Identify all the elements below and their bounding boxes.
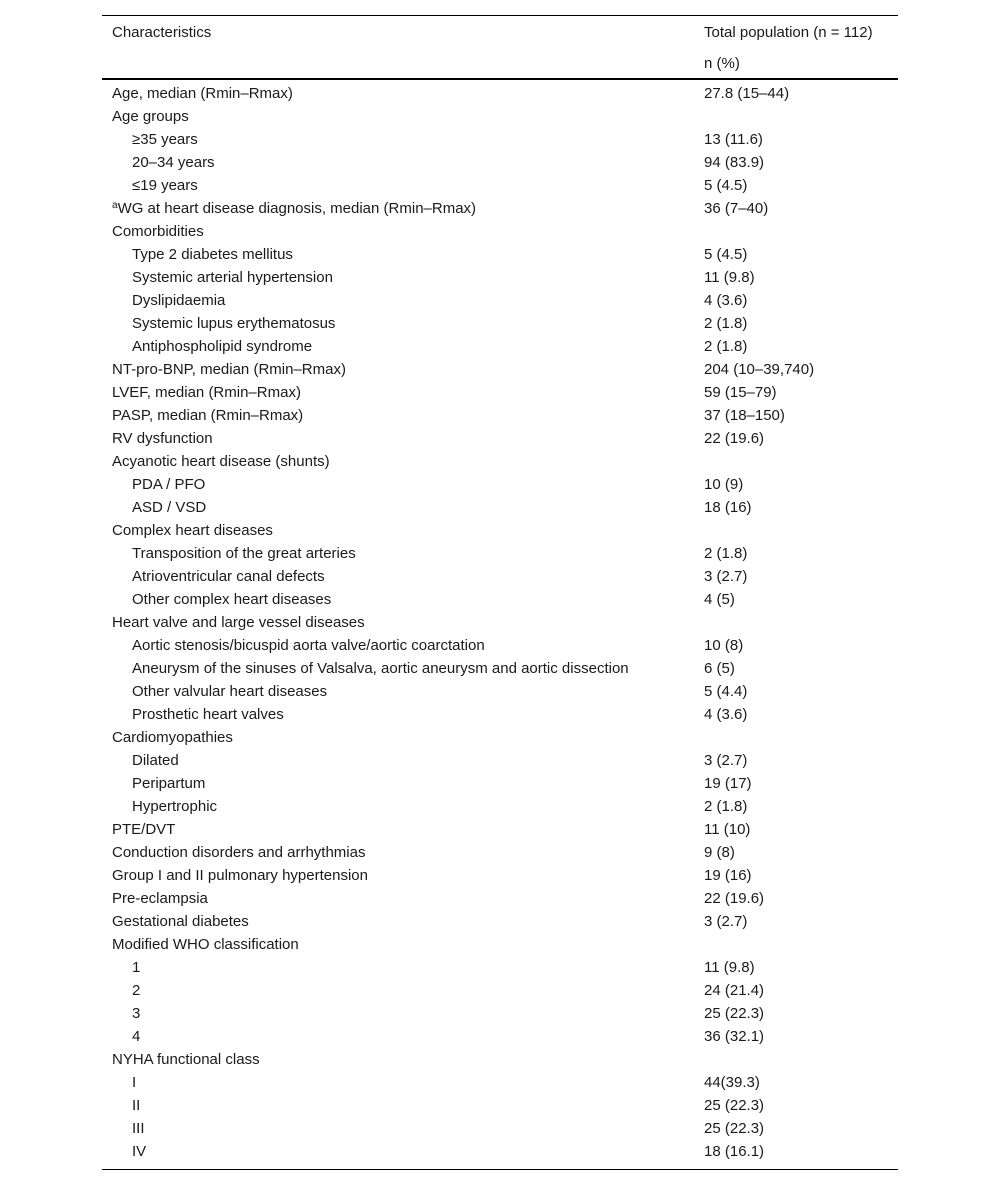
table-row [102, 335, 898, 358]
row-value: 44(39.3) [704, 1074, 760, 1091]
row-value: 9 (8) [704, 844, 735, 861]
table-row [102, 519, 898, 542]
row-value: 36 (32.1) [704, 1028, 765, 1045]
table-row [102, 910, 898, 933]
table-row [102, 151, 898, 174]
table-row [102, 243, 898, 266]
row-label: 2 [132, 982, 141, 999]
row-value: 10 (9) [704, 476, 744, 493]
table-row [102, 979, 898, 1002]
row-label: Prosthetic heart valves [132, 706, 284, 723]
table-row [102, 312, 898, 335]
row-label: Atrioventricular canal defects [132, 568, 325, 585]
table-row [102, 1048, 898, 1071]
row-value: 25 (22.3) [704, 1097, 765, 1114]
row-label: Age groups [112, 108, 189, 125]
row-value: 11 (9.8) [704, 959, 755, 976]
row-label: RV dysfunction [112, 430, 213, 447]
row-value: 11 (10) [704, 821, 751, 838]
row-label: Systemic lupus erythematosus [132, 315, 336, 332]
row-label: Transposition of the great arteries [132, 545, 356, 562]
table-row [102, 289, 898, 312]
row-value: 24 (21.4) [704, 982, 765, 999]
row-value: 22 (19.6) [704, 430, 765, 447]
table-row [102, 749, 898, 772]
row-label: Antiphospholipid syndrome [132, 338, 313, 355]
row-value: 19 (16) [704, 867, 752, 884]
table-row [102, 381, 898, 404]
row-label: Age, median (Rmin–Rmax) [112, 85, 293, 102]
row-label: Dilated [132, 752, 179, 769]
table-row [102, 726, 898, 749]
row-value: 13 (11.6) [704, 131, 763, 148]
row-label: Comorbidities [112, 223, 204, 240]
table-row [102, 542, 898, 565]
row-value: 4 (3.6) [704, 706, 748, 723]
row-label [112, 197, 476, 220]
table-row [102, 657, 898, 680]
row-label: PTE/DVT [112, 821, 176, 838]
table-row [102, 795, 898, 818]
table-row [102, 128, 898, 151]
table-row [102, 588, 898, 611]
row-label: ≥35 years [132, 131, 198, 148]
table-row [102, 1094, 898, 1117]
table-row [102, 450, 898, 473]
table-row [102, 1117, 898, 1140]
row-label-text: WG at heart disease diagnosis, median (Rmin–Rmax) [117, 200, 477, 217]
header-unit: n (%) [704, 55, 740, 72]
table-row [102, 818, 898, 841]
row-value: 3 (2.7) [704, 752, 748, 769]
row-label: NT-pro-BNP, median (Rmin–Rmax) [112, 361, 346, 378]
row-label: Conduction disorders and arrhythmias [112, 844, 366, 861]
row-value: 5 (4.4) [704, 683, 748, 700]
row-label: NYHA functional class [112, 1051, 260, 1068]
row-value: 22 (19.6) [704, 890, 765, 907]
row-label: 1 [132, 959, 141, 976]
table-row [102, 1025, 898, 1048]
table-row [102, 266, 898, 289]
table-row [102, 1140, 898, 1163]
row-value: 3 (2.7) [704, 568, 748, 585]
table-row [102, 1071, 898, 1094]
row-label: PDA / PFO [132, 476, 206, 493]
table-row [102, 841, 898, 864]
header-characteristics: Characteristics [112, 24, 212, 41]
table-row [102, 703, 898, 726]
footnote-marker: a [112, 200, 118, 211]
row-value: 2 (1.8) [704, 798, 748, 815]
row-value: 25 (22.3) [704, 1005, 765, 1022]
row-label: Hypertrophic [132, 798, 218, 815]
row-label: LVEF, median (Rmin–Rmax) [112, 384, 301, 401]
row-label: Modified WHO classification [112, 936, 299, 953]
row-value: 10 (8) [704, 637, 744, 654]
row-label: PASP, median (Rmin–Rmax) [112, 407, 304, 424]
row-label: Heart valve and large vessel diseases [112, 614, 365, 631]
row-value: 36 (7–40) [704, 200, 769, 217]
row-value: 3 (2.7) [704, 913, 748, 930]
row-value: 2 (1.8) [704, 315, 748, 332]
table-row [102, 565, 898, 588]
row-value: 4 (5) [704, 591, 735, 608]
row-value: 19 (17) [704, 775, 752, 792]
row-value: 94 (83.9) [704, 154, 765, 171]
table-row [102, 496, 898, 519]
table-row [102, 864, 898, 887]
row-value: 4 (3.6) [704, 292, 748, 309]
table-row [102, 358, 898, 381]
row-label: Cardiomyopathies [112, 729, 233, 746]
row-label: Type 2 diabetes mellitus [132, 246, 293, 263]
row-value: 11 (9.8) [704, 269, 755, 286]
row-value: 5 (4.5) [704, 177, 748, 194]
characteristics-table [102, 15, 898, 1170]
row-value: 25 (22.3) [704, 1120, 765, 1137]
row-value: 18 (16) [704, 499, 752, 516]
row-label: ≤19 years [132, 177, 198, 194]
row-value: 2 (1.8) [704, 338, 748, 355]
row-label: Acyanotic heart disease (shunts) [112, 453, 330, 470]
table-row [102, 427, 898, 450]
row-label: II [132, 1097, 141, 1114]
row-label: Complex heart diseases [112, 522, 273, 539]
row-label: Other valvular heart diseases [132, 683, 328, 700]
row-value: 2 (1.8) [704, 545, 748, 562]
table-row [102, 473, 898, 496]
table-header [102, 16, 898, 80]
table-row [102, 956, 898, 979]
header-total-population: Total population (n = 112) [704, 24, 873, 41]
table-row [102, 887, 898, 910]
table-bottom-rule [102, 1169, 898, 1170]
row-label: Group I and II pulmonary hypertension [112, 867, 368, 884]
row-label: ASD / VSD [132, 499, 207, 516]
row-label: Aortic stenosis/bicuspid aorta valve/aortic coarctation [132, 637, 485, 654]
row-label: III [132, 1120, 145, 1137]
table-body [102, 80, 898, 1163]
table-row [102, 174, 898, 197]
row-label: Dyslipidaemia [132, 292, 226, 309]
row-label: Aneurysm of the sinuses of Valsalva, aortic aneurysm and aortic dissection [132, 660, 629, 677]
row-label: Pre-eclampsia [112, 890, 208, 907]
row-value: 6 (5) [704, 660, 735, 677]
row-label: Gestational diabetes [112, 913, 249, 930]
row-label: Peripartum [132, 775, 206, 792]
table-row [102, 933, 898, 956]
table-row [102, 611, 898, 634]
row-value: 5 (4.5) [704, 246, 748, 263]
row-value: 59 (15–79) [704, 384, 777, 401]
row-label: 3 [132, 1005, 141, 1022]
table-row [102, 1002, 898, 1025]
table-row [102, 680, 898, 703]
row-label: IV [132, 1143, 147, 1160]
row-label: I [132, 1074, 137, 1091]
row-value: 18 (16.1) [704, 1143, 765, 1160]
row-value: 204 (10–39,740) [704, 361, 815, 378]
table-row [102, 634, 898, 657]
table-row [102, 220, 898, 243]
table-row [102, 82, 898, 105]
row-value: 27.8 (15–44) [704, 85, 790, 102]
row-label: Systemic arterial hypertension [132, 269, 333, 286]
table-row [102, 404, 898, 427]
row-label: 20–34 years [132, 154, 215, 171]
row-label: 4 [132, 1028, 141, 1045]
table-row [102, 197, 898, 220]
row-label: Other complex heart diseases [132, 591, 332, 608]
table-row [102, 105, 898, 128]
row-value: 37 (18–150) [704, 407, 785, 424]
table-row [102, 772, 898, 795]
